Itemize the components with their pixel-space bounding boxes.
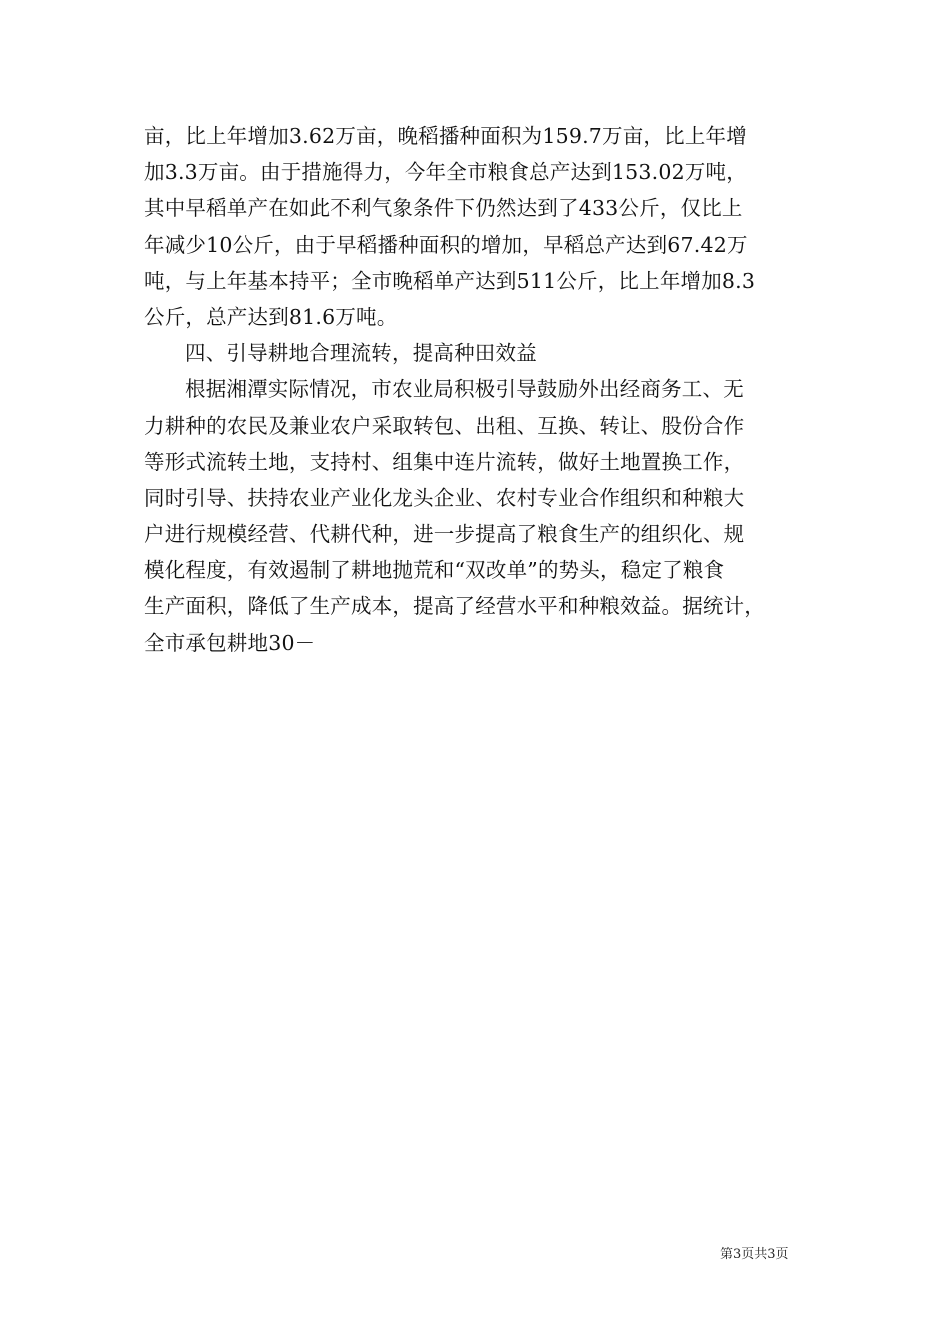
page-footer: 第3页共3页 (720, 1247, 789, 1262)
text-line: 年减少10公斤，由于早稻播种面积的增加，早稻总产达到67.42万 (144, 232, 748, 257)
text-line: 四、引导耕地合理流转，提高种田效益 (185, 341, 537, 366)
text-line: 等形式流转土地，支持村、组集中连片流转，做好土地置换工作， (144, 449, 745, 474)
text-line: 其中早稻单产在如此不利气象条件下仍然达到了433公斤，仅比上 (144, 196, 743, 221)
text-line: 生产面积，降低了生产成本，提高了经营水平和种粮效益。据统计， (144, 594, 765, 619)
text-line: 公斤，总产达到81.6万吨。 (144, 304, 398, 329)
body-text (144, 118, 824, 661)
text-line: 加3.3万亩。由于措施得力，今年全市粮食总产达到153.02万吨， (144, 160, 747, 185)
text-line: 全市承包耕地30－ (144, 630, 316, 655)
text-line: 模化程度，有效遏制了耕地抛荒和“双改单”的势头，稳定了粮食 (144, 558, 725, 583)
text-line: 力耕种的农民及兼业农户采取转包、出租、互换、转让、股份合作 (144, 413, 745, 438)
text-line: 户进行规模经营、代耕代种，进一步提高了粮食生产的组织化、规 (144, 522, 745, 547)
text-line: 亩，比上年增加3.62万亩，晚稻播种面积为159.7万亩，比上年增 (144, 124, 747, 148)
text-line: 根据湘潭实际情况，市农业局积极引导鼓励外出经商务工、无 (185, 377, 744, 402)
text-line: 吨，与上年基本持平；全市晚稻单产达到511公斤，比上年增加8.3 (144, 268, 756, 293)
text-line: 同时引导、扶持农业产业化龙头企业、农村专业合作组织和种粮大 (144, 485, 745, 510)
